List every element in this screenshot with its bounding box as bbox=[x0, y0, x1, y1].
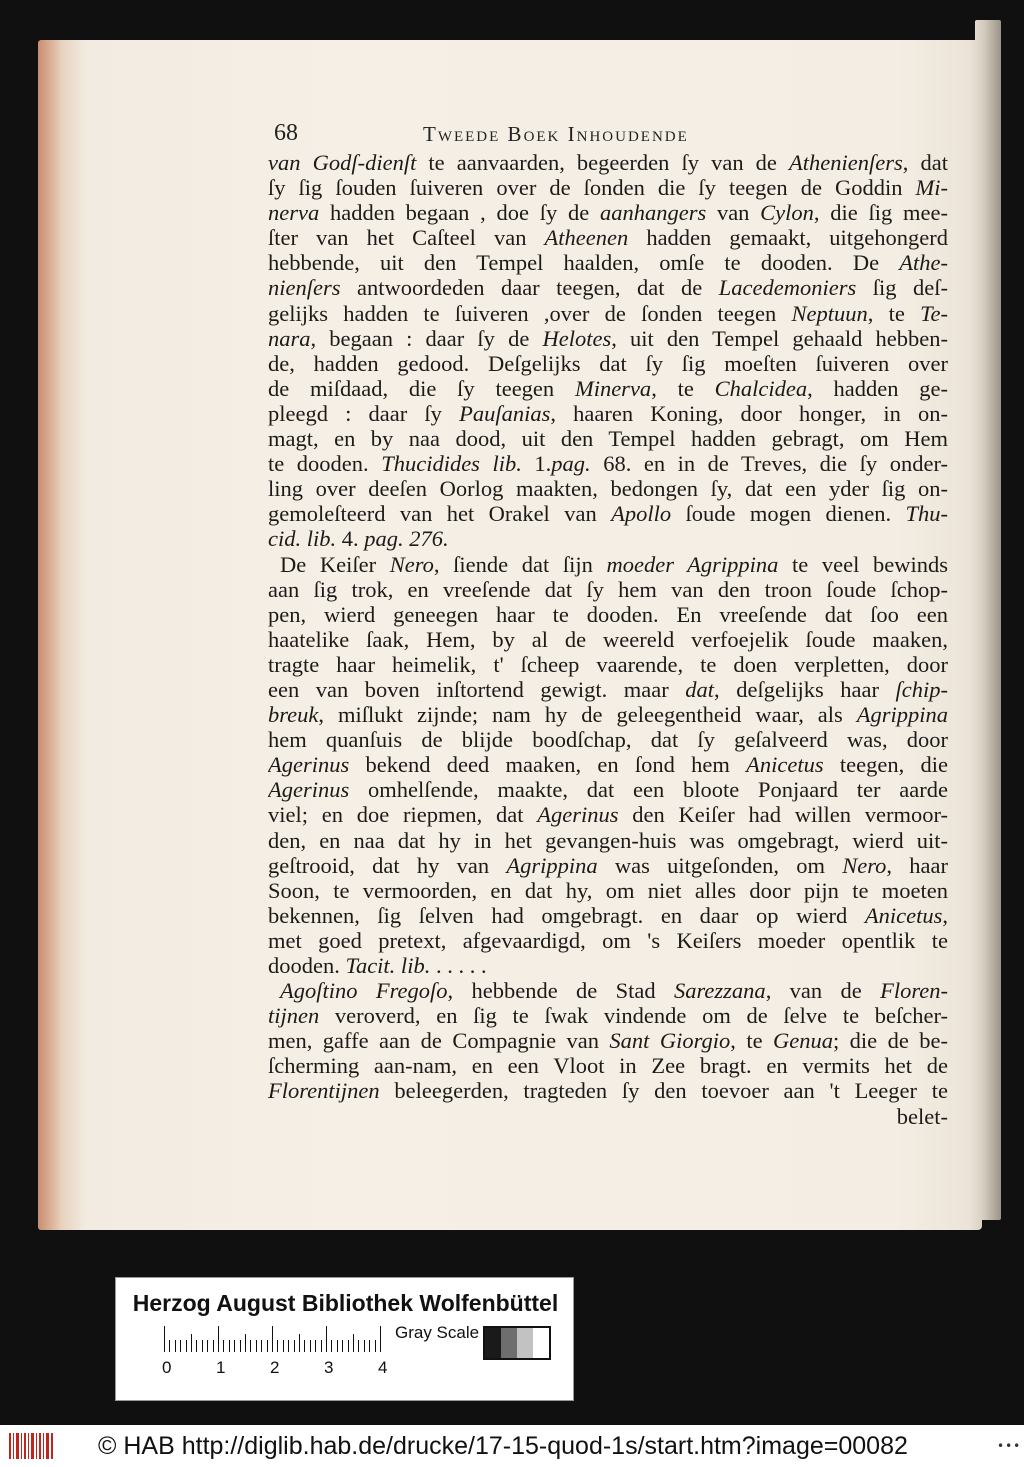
italic-run: Anicetus bbox=[864, 902, 943, 928]
ruler-label: 2 bbox=[270, 1358, 280, 1377]
text-line bbox=[268, 727, 948, 752]
ruler-tick bbox=[380, 1326, 381, 1352]
italic-run: Athenienſers bbox=[789, 150, 903, 175]
ruler-tick bbox=[342, 1340, 343, 1352]
text-run: belet- bbox=[896, 1103, 948, 1129]
ruler-tick bbox=[283, 1340, 284, 1352]
text-line bbox=[268, 1053, 948, 1078]
italic-run: Genua bbox=[772, 1028, 833, 1054]
gray-swatch bbox=[533, 1328, 549, 1358]
ruler-tick bbox=[321, 1340, 322, 1352]
text-run: ſy ſig ſouden ſuiveren over de ſonden die ſy teegen de Goddin bbox=[268, 175, 916, 201]
text-line bbox=[268, 501, 948, 526]
ruler-tick bbox=[288, 1340, 289, 1352]
text-run: een van boven inſtortend gewigt. maar bbox=[268, 676, 686, 702]
running-head: Tweede Boek Inhoudende bbox=[423, 122, 689, 146]
italic-run: pag. bbox=[364, 526, 404, 552]
italic-run: tijnen bbox=[268, 1003, 320, 1029]
text-run: ſoude mogen dienen. bbox=[671, 501, 906, 527]
text-line bbox=[268, 526, 948, 551]
text-line bbox=[268, 351, 948, 376]
ruler-tick bbox=[164, 1326, 165, 1352]
text-run: antwoordeden daar teegen, dat de bbox=[340, 275, 719, 301]
ruler-tick bbox=[196, 1340, 197, 1352]
italic-run: Atheenen bbox=[544, 225, 629, 251]
text-run: tragte haar heimelik, t' ſcheep vaarende, te doen verpletten, door bbox=[268, 651, 948, 677]
text-run: den Keiſer had willen vermoor- bbox=[618, 802, 948, 828]
text-line bbox=[268, 828, 948, 853]
gray-swatch bbox=[517, 1328, 533, 1358]
text-run: , te bbox=[867, 300, 921, 326]
text-run: . . . . . bbox=[430, 953, 487, 978]
ruler-tick bbox=[331, 1340, 332, 1352]
text-run: hebbende, uit den Tempel haalden, omſe te dooden. De bbox=[268, 250, 900, 276]
italic-run: Nero bbox=[842, 852, 887, 878]
text-line bbox=[268, 1028, 948, 1053]
text-line bbox=[268, 627, 948, 652]
italic-run: Te- bbox=[920, 300, 948, 326]
text-line bbox=[268, 250, 948, 275]
ruler-label: 1 bbox=[216, 1358, 226, 1377]
italic-run: aanhangers bbox=[599, 200, 707, 226]
text-run: van bbox=[706, 200, 761, 226]
ruler-tick bbox=[304, 1340, 305, 1352]
text-run: bekend deed maaken, en ſond hem bbox=[349, 752, 747, 778]
text-run: gemoleſteerd van het Orakel van bbox=[268, 501, 612, 527]
library-name: Herzog August Bibliothek Wolfenbüttel bbox=[132, 1290, 559, 1316]
ruler-tick bbox=[175, 1340, 176, 1352]
ruler-tick bbox=[250, 1340, 251, 1352]
italic-run: Sarezzana bbox=[674, 978, 766, 1004]
italic-run: moeder Agrippina bbox=[606, 551, 779, 577]
text-line bbox=[268, 301, 948, 326]
text-line bbox=[268, 702, 948, 727]
copyright-url[interactable]: © HAB http://diglib.hab.de/drucke/17-15-quod-1s/start.htm?image=00082 bbox=[98, 1432, 908, 1460]
italic-run: Neptuun bbox=[791, 300, 868, 326]
text-run: Soon, te vermoorden, en dat hy, om niet alles door pijn te moeten bbox=[268, 877, 948, 903]
italic-run: Agerinus bbox=[268, 752, 350, 778]
italic-run: Nero bbox=[389, 551, 434, 577]
text-run: te aanvaarden, begeerden ſy van de bbox=[416, 150, 790, 175]
text-line bbox=[268, 903, 948, 928]
text-run: , die ſig mee- bbox=[813, 200, 948, 226]
italic-run: nienſers bbox=[268, 275, 341, 301]
text-run: 1. bbox=[521, 451, 552, 477]
text-run: , hebbende de Stad bbox=[447, 978, 675, 1004]
italic-run: Floren- bbox=[880, 978, 948, 1004]
text-run: De Keiſer bbox=[280, 551, 390, 577]
page-header bbox=[268, 120, 948, 150]
italic-run: Agerinus bbox=[537, 802, 619, 828]
text-line bbox=[268, 1078, 948, 1103]
text-line bbox=[268, 752, 948, 777]
gray-swatch bbox=[501, 1328, 517, 1358]
text-run: , te bbox=[730, 1028, 773, 1054]
ruler-tick bbox=[169, 1340, 170, 1352]
italic-run: Chalcidea bbox=[714, 375, 808, 401]
text-run: de, hadden gedood. Deſgelijks dat ſy ſig moeſten ſuiveren over bbox=[268, 350, 948, 376]
text-line bbox=[268, 802, 948, 827]
page-content bbox=[268, 120, 948, 1129]
ruler-tick bbox=[353, 1334, 354, 1352]
text-run: , deſgelijks haar bbox=[714, 676, 896, 702]
italic-run: Helotes bbox=[542, 325, 612, 351]
gray-scale-swatches bbox=[483, 1326, 551, 1360]
ruler-tick bbox=[326, 1326, 327, 1352]
ruler-tick bbox=[299, 1334, 300, 1352]
text-line bbox=[268, 953, 948, 978]
ruler-tick bbox=[256, 1340, 257, 1352]
ruler-tick bbox=[294, 1340, 295, 1352]
ruler-tick bbox=[375, 1340, 376, 1352]
italic-run: Tacit. lib. bbox=[345, 953, 431, 978]
text-run: haatelike ſaak, Hem, by al de weereld verfoejelik ſoude maaken, bbox=[268, 626, 948, 652]
italic-run: cid. lib. bbox=[268, 526, 337, 552]
text-run: , haar bbox=[886, 852, 948, 878]
text-run: , haaren Koning, door honger, in on- bbox=[550, 400, 948, 426]
italic-run: Agoſtino Fregoſo bbox=[280, 978, 448, 1004]
footer-bar bbox=[0, 1425, 1024, 1467]
text-run: gelijks hadden te ſuiveren ,over de ſonden teegen bbox=[268, 300, 792, 326]
text-run: , miſlukt zijnde; nam hy de geleegentheid waar, als bbox=[318, 702, 857, 728]
italic-run: ſchip- bbox=[895, 676, 948, 702]
text-run: , hadden ge- bbox=[807, 375, 948, 401]
text-line bbox=[268, 878, 948, 903]
ruler-tick bbox=[369, 1340, 370, 1352]
text-run: 4. bbox=[336, 526, 365, 552]
text-line bbox=[268, 451, 948, 476]
italic-run: breuk bbox=[268, 702, 319, 728]
text-line bbox=[268, 602, 948, 627]
italic-run: pag. bbox=[551, 451, 591, 477]
text-run: , ſiende dat ſijn bbox=[433, 551, 607, 577]
text-run: dooden. bbox=[268, 953, 346, 978]
scale-ruler bbox=[164, 1326, 384, 1352]
text-line bbox=[268, 1104, 948, 1129]
ruler-tick bbox=[245, 1334, 246, 1352]
ruler-label: 3 bbox=[324, 1358, 334, 1377]
ruler-tick bbox=[223, 1340, 224, 1352]
text-run: veroverd, en ſig te ſwak vindende om de ſelve te beſcher- bbox=[319, 1003, 948, 1029]
italic-run: Cylon bbox=[760, 200, 814, 226]
ruler-tick bbox=[191, 1334, 192, 1352]
ruler-tick bbox=[213, 1340, 214, 1352]
text-line bbox=[268, 677, 948, 702]
text-line bbox=[268, 401, 948, 426]
ruler-tick bbox=[234, 1340, 235, 1352]
text-line bbox=[268, 200, 948, 225]
ruler-tick bbox=[277, 1340, 278, 1352]
text-run: viel; en doe riepmen, dat bbox=[268, 802, 538, 828]
ruler-label: 0 bbox=[162, 1358, 172, 1377]
text-run: te dooden. bbox=[268, 451, 382, 477]
text-run: ; die de be- bbox=[832, 1028, 948, 1054]
text-run: ling over deeſen Oorlog maakten, bedongen ſy, dat een yder ſig on- bbox=[268, 476, 948, 502]
italic-run: Minerva bbox=[574, 375, 652, 401]
ruler-tick bbox=[180, 1340, 181, 1352]
text-run: , begaan : daar ſy de bbox=[310, 325, 543, 351]
italic-run: van Godſ-dienſt bbox=[268, 150, 417, 175]
barcode-logo-icon bbox=[8, 1431, 54, 1461]
book-page bbox=[38, 40, 982, 1230]
text-line bbox=[268, 652, 948, 677]
text-run: men, gaffe aan de Compagnie van bbox=[268, 1028, 610, 1054]
text-run: , uit den Tempel gehaald hebben- bbox=[611, 325, 948, 351]
text-line bbox=[268, 552, 948, 577]
text-run: was uitgeſonden, om bbox=[597, 852, 843, 878]
gray-scale-label: Gray Scale bbox=[395, 1323, 480, 1342]
body-text bbox=[268, 150, 948, 1129]
text-run: beleegerden, tragteden ſy den toevoer aan 't Leeger te bbox=[379, 1078, 948, 1104]
italic-run: dat bbox=[685, 676, 715, 702]
ruler-tick bbox=[337, 1340, 338, 1352]
text-run: , van de bbox=[765, 978, 881, 1004]
text-run: pen, wierd geneegen haar te dooden. En vreeſende dat ſoo een bbox=[268, 601, 948, 627]
more-options-icon[interactable]: ••• bbox=[997, 1439, 1022, 1453]
gray-swatch bbox=[485, 1328, 501, 1358]
text-run: hem quanſuis de blijde boodſchap, dat ſy geſalveerd was, door bbox=[268, 727, 948, 753]
text-run: pleegd : daar ſy bbox=[268, 400, 460, 426]
ruler-label: 4 bbox=[378, 1358, 388, 1377]
text-line bbox=[268, 476, 948, 501]
ruler-tick bbox=[315, 1340, 316, 1352]
italic-run: Lacedemoniers bbox=[718, 275, 857, 301]
ruler-tick bbox=[364, 1340, 365, 1352]
ruler-tick bbox=[229, 1340, 230, 1352]
italic-run: Apollo bbox=[611, 501, 672, 527]
text-run: de miſdaad, die ſy teegen bbox=[268, 375, 575, 401]
text-run: teegen, die bbox=[823, 752, 948, 778]
italic-run: Thucidides lib. bbox=[381, 451, 522, 477]
italic-run: Florentijnen bbox=[268, 1078, 380, 1104]
ruler-tick bbox=[261, 1340, 262, 1352]
italic-run: nara bbox=[268, 325, 311, 351]
ruler-tick bbox=[202, 1340, 203, 1352]
italic-run: Athe- bbox=[899, 250, 948, 276]
text-run: , bbox=[942, 902, 948, 928]
text-run: magt, en by naa dood, uit den Tempel hadden gebragt, om Hem bbox=[268, 426, 948, 452]
italic-run: Mi- bbox=[915, 175, 948, 201]
text-run: , dat bbox=[902, 150, 948, 175]
text-run: ſter van het Caſteel van bbox=[268, 225, 545, 251]
italic-run: Agrippina bbox=[856, 702, 948, 728]
text-run: ſig deſ- bbox=[856, 275, 948, 301]
text-line bbox=[268, 853, 948, 878]
italic-run: Anicetus bbox=[746, 752, 824, 778]
text-run: omhelſende, maakte, dat een bloote Ponjaard ter aarde bbox=[349, 777, 948, 803]
text-run: met goed pretext, afgevaardigd, om 's Keiſers moeder opentlik te bbox=[268, 927, 948, 953]
page-number: 68 bbox=[274, 120, 298, 146]
text-line bbox=[268, 1003, 948, 1028]
text-run: , te bbox=[651, 375, 715, 401]
italic-run: nerva bbox=[268, 200, 320, 226]
text-line bbox=[268, 777, 948, 802]
ruler-tick bbox=[358, 1340, 359, 1352]
text-run: bekennen, ſig ſelven had omgebragt. en daar op wierd bbox=[268, 902, 865, 928]
italic-run: 276. bbox=[403, 526, 449, 552]
text-run: te veel bewinds bbox=[778, 551, 948, 577]
italic-run: Agrippina bbox=[506, 852, 598, 878]
text-run: ſcherming aan-nam, en een Vloot in Zee bragt. en vermits het de bbox=[268, 1053, 948, 1079]
text-line bbox=[268, 326, 948, 351]
italic-run: Sant Giorgio bbox=[609, 1028, 731, 1054]
ruler-tick bbox=[272, 1326, 273, 1352]
text-line bbox=[268, 426, 948, 451]
text-run: hadden begaan , doe ſy de bbox=[319, 200, 600, 226]
text-run: den, en naa dat hy in het gevangen-huis was omgebragt, wierd uit- bbox=[268, 827, 948, 853]
ruler-tick bbox=[240, 1340, 241, 1352]
text-line bbox=[268, 175, 948, 200]
text-run: geſtrooid, dat hy van bbox=[268, 852, 507, 878]
text-run: aan ſig trok, en vreeſende dat ſy hem van den troon ſoude ſchop- bbox=[268, 576, 948, 602]
italic-run: Pauſanias bbox=[459, 400, 551, 426]
text-line bbox=[268, 376, 948, 401]
italic-run: Agerinus bbox=[268, 777, 350, 803]
ruler-tick bbox=[348, 1340, 349, 1352]
text-line bbox=[268, 928, 948, 953]
text-line bbox=[268, 150, 948, 175]
text-run: hadden gemaakt, uitgehongerd bbox=[628, 225, 948, 251]
text-line bbox=[268, 978, 948, 1003]
ruler-tick bbox=[310, 1340, 311, 1352]
text-run: 68. en in de Treves, die ſy onder- bbox=[590, 451, 948, 477]
ruler-tick bbox=[207, 1340, 208, 1352]
color-target-card bbox=[115, 1277, 574, 1401]
italic-run: Thu- bbox=[905, 501, 948, 527]
text-line bbox=[268, 225, 948, 250]
ruler-tick bbox=[218, 1326, 219, 1352]
ruler-labels bbox=[116, 1358, 575, 1380]
ruler-tick bbox=[186, 1340, 187, 1352]
ruler-tick bbox=[267, 1340, 268, 1352]
text-line bbox=[268, 577, 948, 602]
text-line bbox=[268, 275, 948, 300]
